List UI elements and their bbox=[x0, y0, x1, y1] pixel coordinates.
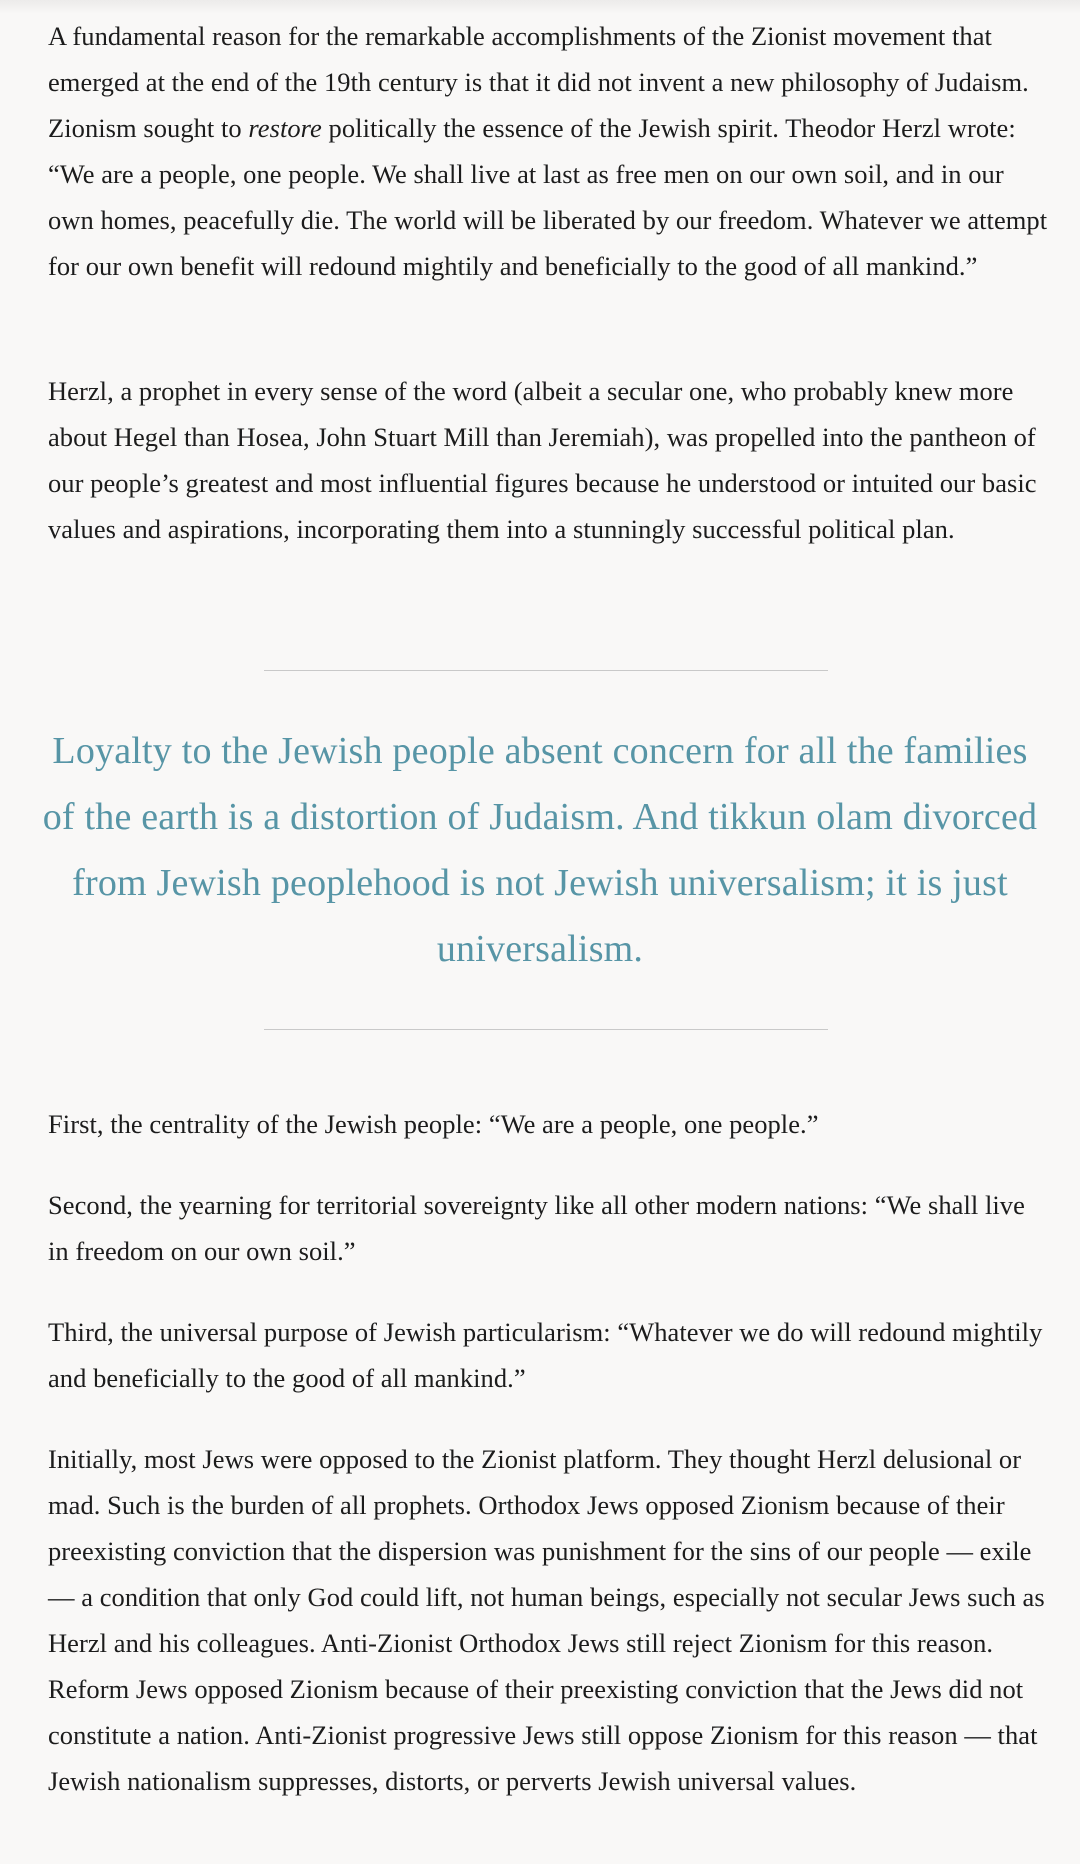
pull-quote: Loyalty to the Jewish people absent concern for all the families of the earth is a distortion of Judaism. And tikkun olam divorced from Jewish peoplehood is not Jewish universalism; it is just universalism. bbox=[42, 730, 1038, 970]
article-paragraph-4: Second, the yearning for territorial sovereignty like all other modern nations: “We shall live in freedom on our own soil.” bbox=[48, 1190, 1025, 1266]
article-paragraph-1 bbox=[48, 13, 1048, 289]
top-scroll-shadow bbox=[0, 0, 1080, 14]
article-paragraph-2: Herzl, a prophet in every sense of the word (albeit a secular one, who probably knew more about Hegel than Hosea, John Stuart Mill than Jeremiah), was propelled into the pantheon of our people’s greatest and most influential figures because he understood or intuited our basic values and aspirations, incorporating them into a stunningly successful political plan. bbox=[48, 376, 1037, 544]
paragraph-1-text-end: politically the essence of the Jewish spirit. Theodor Herzl wrote: “We are a people, one people. We shall live at last as free men on our own soil, and in our own homes, peacefully die. The world will be liberated by our freedom. Whatever we attempt for our own benefit will redound mightily and beneficially to the good of all mankind.” bbox=[48, 113, 1048, 281]
article-paragraph-6: Initially, most Jews were opposed to the Zionist platform. They thought Herzl delusional or mad. Such is the burden of all prophets. Orthodox Jews opposed Zionism because of their preexisting conviction that the dispersion was punishment for the sins of our people — exile — a condition that only God could lift, not human beings, especially not secular Jews such as Herzl and his colleagues. Anti-Zionist Orthodox Jews still reject Zionism for this reason. Reform Jews opposed Zionism because of their preexisting conviction that the Jews did not constitute a nation. Anti-Zionist progressive Jews still oppose Zionism for this reason — that Jewish nationalism suppresses, distorts, or perverts Jewish universal values. bbox=[48, 1444, 1045, 1796]
article-paragraph-3: First, the centrality of the Jewish people: “We are a people, one people.” bbox=[48, 1109, 819, 1139]
pull-quote-top-divider bbox=[264, 670, 828, 671]
pull-quote-bottom-divider bbox=[264, 1029, 828, 1030]
paragraph-1-emphasis: restore bbox=[248, 113, 322, 143]
paragraph-1-text-start: A fundamental reason for the remarkable accomplishments of the Zionist movement that emerged at the end of the 19th century is that it did not invent a new philosophy of Judaism. Zionism sought to bbox=[48, 21, 1029, 143]
article-paragraph-5: Third, the universal purpose of Jewish particularism: “Whatever we do will redound mightily and beneficially to the good of all mankind.” bbox=[48, 1317, 1043, 1393]
